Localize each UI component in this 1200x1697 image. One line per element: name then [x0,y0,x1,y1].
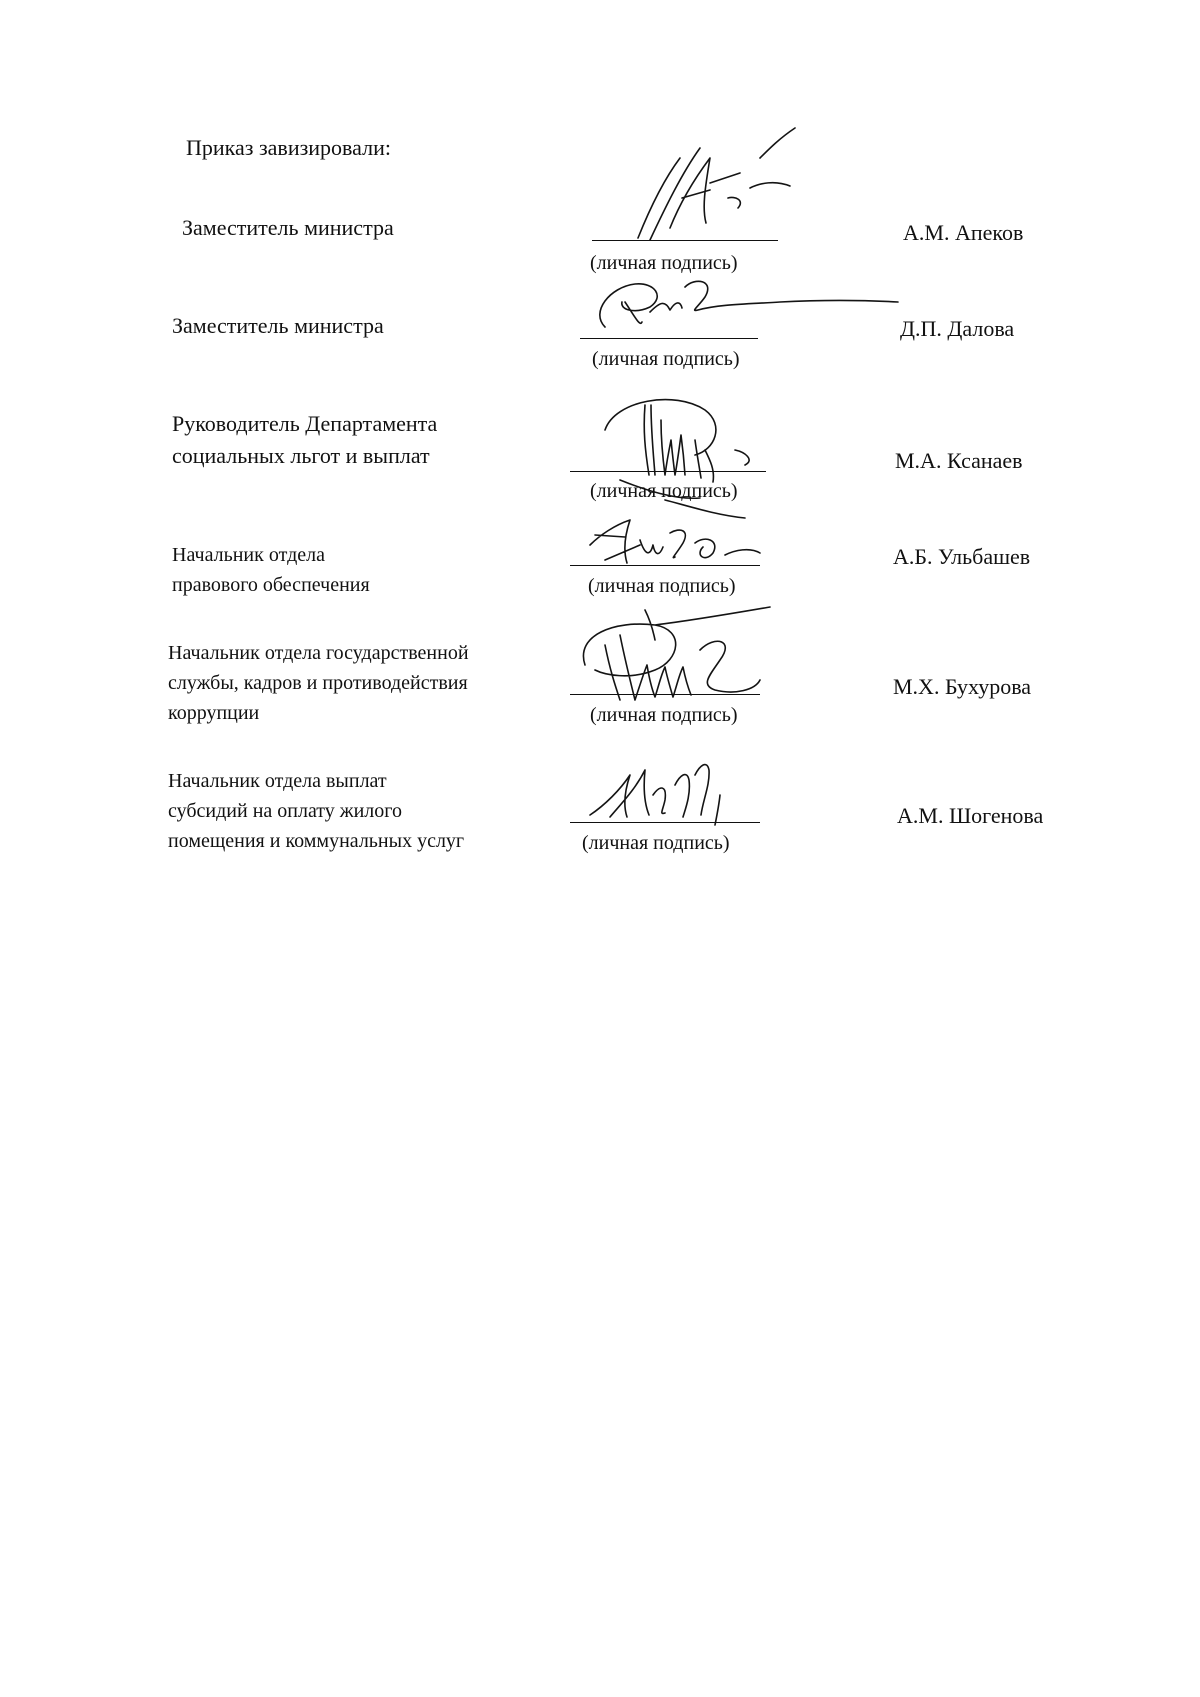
signature-line-5 [570,694,760,695]
position-line: Начальник отдела государственной [168,642,469,664]
signature-caption-1: (личная подпись) [590,252,738,274]
signature-line-3 [570,471,766,472]
approver-name-2: Д.П. Далова [900,316,1015,341]
approver-position-2 [172,310,384,342]
signature-line-6 [570,822,760,823]
signature-4 [585,515,765,575]
position-line: субсидий на оплату жилого [168,800,402,822]
signature-line-2 [580,338,758,339]
approver-name-4: А.Б. Ульбашев [893,544,1031,569]
approval-heading: Приказ завизировали: [186,135,391,160]
approver-name-6: А.М. Шогенова [897,803,1044,828]
position-line: помещения и коммунальных услуг [168,830,465,852]
signature-1 [610,128,840,248]
position-line: правового обеспечения [172,574,370,596]
position-line: службы, кадров и противодействия [168,672,468,694]
approver-position-5 [168,638,469,728]
approver-name-1: А.М. Апеков [903,220,1024,245]
position-line: Заместитель министра [182,215,394,240]
signature-caption-3: (личная подпись) [590,480,738,502]
approver-position-4 [172,540,370,600]
position-line: социальных льгот и выплат [172,443,430,468]
signature-caption-5: (личная подпись) [590,704,738,726]
position-line: Начальник отдела выплат [168,770,387,792]
signature-caption-6: (личная подпись) [582,832,730,854]
position-line: Заместитель министра [172,313,384,338]
position-line: коррупции [168,702,260,724]
signature-line-4 [570,565,760,566]
signature-6 [585,755,745,830]
approver-name-5: М.Х. Бухурова [893,674,1032,699]
position-line: Руководитель Департамента [172,411,438,436]
approver-name-3: М.А. Ксанаев [895,448,1023,473]
position-line: Начальник отдела [172,544,325,566]
signature-line-1 [592,240,778,241]
approver-position-3 [172,408,437,472]
signature-2 [580,272,900,342]
signature-caption-4: (личная подпись) [588,575,736,597]
approver-position-6 [168,766,464,856]
signature-caption-2: (личная подпись) [592,348,740,370]
approver-position-1 [182,212,394,244]
